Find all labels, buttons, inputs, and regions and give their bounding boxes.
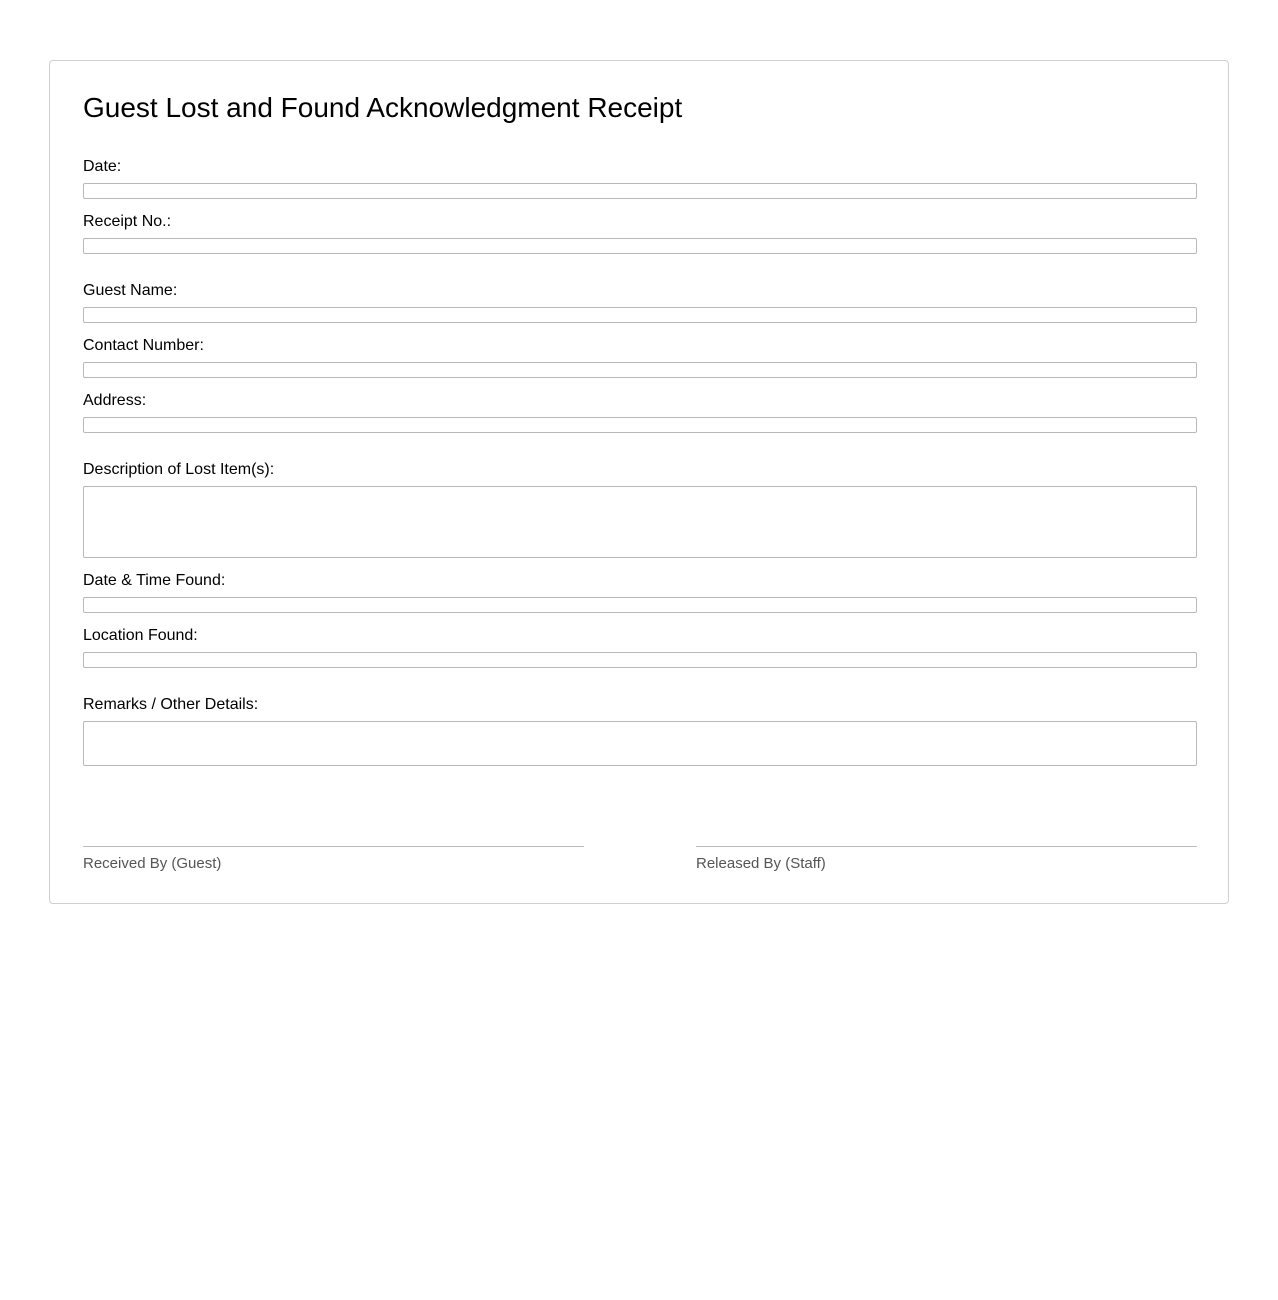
receipt-no-label: Receipt No.:	[83, 213, 172, 230]
description-label: Description of Lost Item(s):	[83, 461, 275, 478]
receipt-card	[49, 60, 1229, 904]
date-label: Date:	[83, 158, 122, 175]
location-found-field[interactable]	[83, 652, 1197, 668]
remarks-label: Remarks / Other Details:	[83, 696, 259, 713]
page-title: Guest Lost and Found Acknowledgment Receipt	[83, 92, 683, 123]
remarks-textarea[interactable]	[83, 721, 1197, 766]
guest-name-field[interactable]	[83, 307, 1197, 323]
receipt-no-field[interactable]	[83, 238, 1197, 254]
date-field[interactable]	[83, 183, 1197, 199]
description-textarea[interactable]	[83, 486, 1197, 558]
contact-number-field[interactable]	[83, 362, 1197, 378]
location-found-label: Location Found:	[83, 627, 198, 644]
staff-signature-line	[696, 846, 1197, 872]
guest-name-label: Guest Name:	[83, 282, 178, 299]
guest-signature-label: Received By (Guest)	[83, 855, 222, 872]
guest-signature-line	[83, 846, 584, 872]
address-field[interactable]	[83, 417, 1197, 433]
address-label: Address:	[83, 392, 147, 409]
date-time-found-label: Date & Time Found:	[83, 572, 226, 589]
staff-signature-label: Released By (Staff)	[696, 855, 826, 872]
contact-number-label: Contact Number:	[83, 337, 204, 354]
date-time-found-field[interactable]	[83, 597, 1197, 613]
